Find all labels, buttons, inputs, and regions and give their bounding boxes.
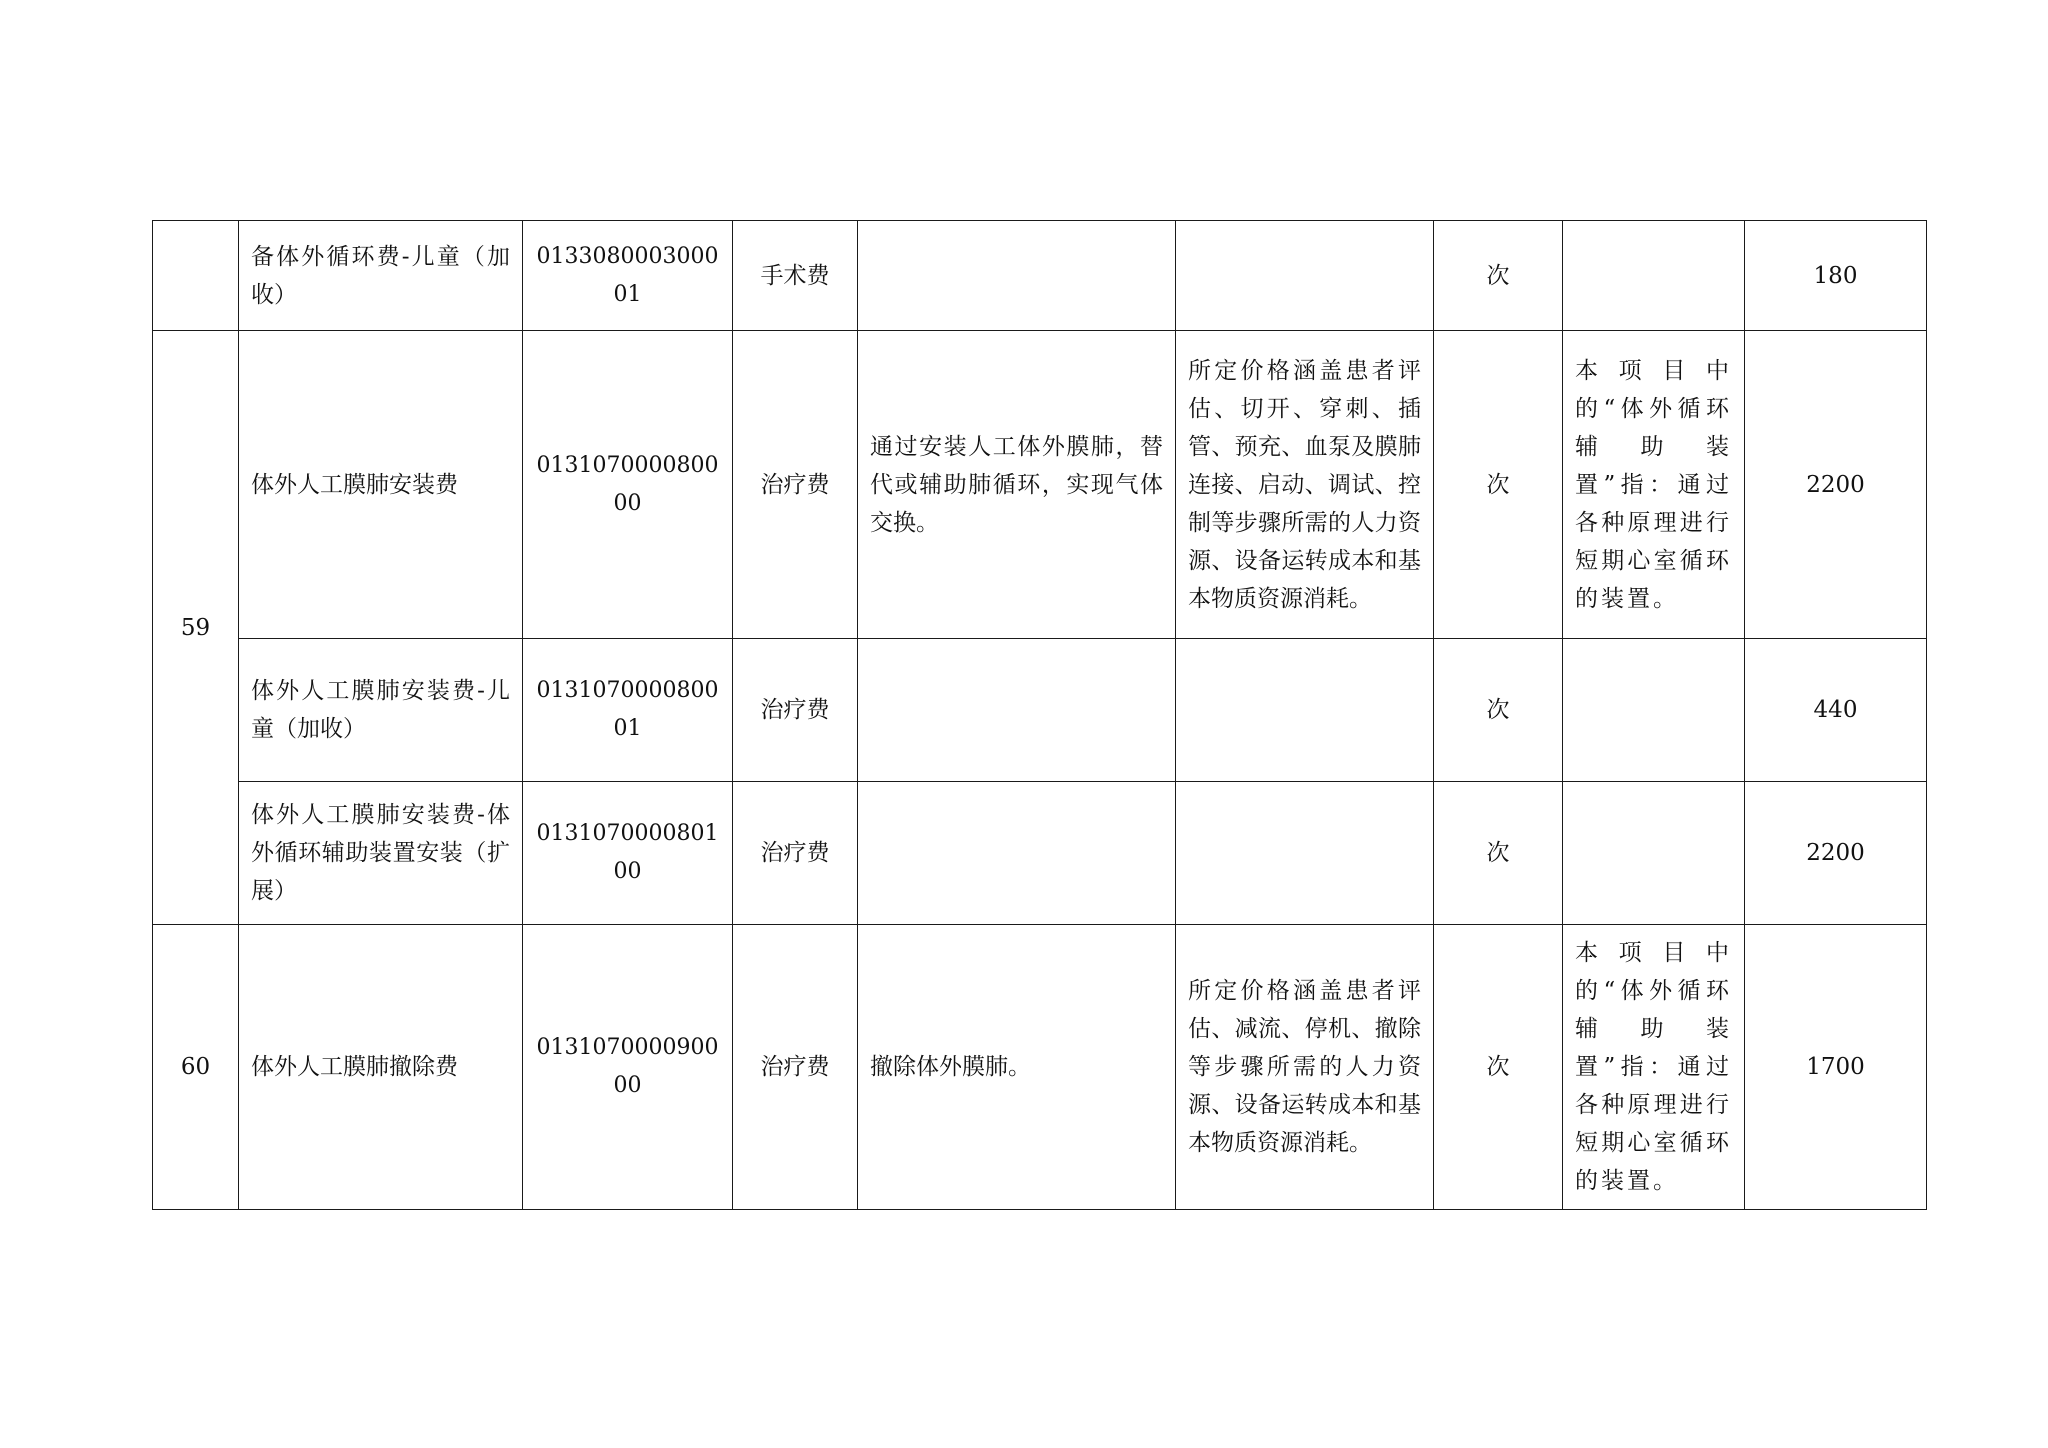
item-name-cell: 体外人工膜肺安装费 [239, 331, 523, 639]
exclusions-cell: 所定价格涵盖患者评估、切开、穿刺、插管、预充、血泵及膜肺连接、启动、调试、控制等步骤所需的人力资源、设备运转成本和基本物质资源消耗。 [1176, 331, 1434, 639]
price-cell: 2200 [1745, 782, 1927, 925]
category-cell: 手术费 [733, 221, 858, 331]
unit-cell: 次 [1434, 639, 1563, 782]
unit-cell: 次 [1434, 221, 1563, 331]
item-name-cell: 体外人工膜肺安装费-体外循环辅助装置安装（扩展） [239, 782, 523, 925]
seq-cell: 60 [153, 925, 239, 1210]
exclusions-cell [1176, 221, 1434, 331]
note-cell: 本项目中的“体外循环辅助装置”指：通过各种原理进行短期心室循环的装置。 [1563, 331, 1745, 639]
table-row [153, 221, 1927, 331]
note-cell [1563, 782, 1745, 925]
category-cell: 治疗费 [733, 639, 858, 782]
exclusions-cell [1176, 782, 1434, 925]
note-cell [1563, 639, 1745, 782]
content-cell [858, 221, 1176, 331]
price-cell: 1700 [1745, 925, 1927, 1210]
item-code-cell: 013107000080000 [523, 331, 733, 639]
item-code-cell: 013308000300001 [523, 221, 733, 331]
content-cell: 通过安装人工体外膜肺，替代或辅助肺循环，实现气体交换。 [858, 331, 1176, 639]
price-cell: 440 [1745, 639, 1927, 782]
price-table [152, 220, 1927, 1210]
unit-cell: 次 [1434, 331, 1563, 639]
table-row [153, 331, 1927, 639]
content-cell: 撤除体外膜肺。 [858, 925, 1176, 1210]
price-cell: 2200 [1745, 331, 1927, 639]
unit-cell: 次 [1434, 782, 1563, 925]
table-row [153, 782, 1927, 925]
category-cell: 治疗费 [733, 331, 858, 639]
note-cell [1563, 221, 1745, 331]
exclusions-cell [1176, 639, 1434, 782]
item-code-cell: 013107000080001 [523, 639, 733, 782]
seq-cell: 59 [153, 331, 239, 925]
content-cell [858, 782, 1176, 925]
category-cell: 治疗费 [733, 925, 858, 1210]
category-cell: 治疗费 [733, 782, 858, 925]
table-row [153, 925, 1927, 1210]
unit-cell: 次 [1434, 925, 1563, 1210]
price-cell: 180 [1745, 221, 1927, 331]
table-row [153, 639, 1927, 782]
item-name-cell: 体外人工膜肺安装费-儿童（加收） [239, 639, 523, 782]
item-code-cell: 013107000080100 [523, 782, 733, 925]
item-name-cell: 备体外循环费-儿童（加收） [239, 221, 523, 331]
note-cell: 本项目中的“体外循环辅助装置”指：通过各种原理进行短期心室循环的装置。 [1563, 925, 1745, 1210]
seq-cell [153, 221, 239, 331]
item-name-cell: 体外人工膜肺撤除费 [239, 925, 523, 1210]
item-code-cell: 013107000090000 [523, 925, 733, 1210]
content-cell [858, 639, 1176, 782]
exclusions-cell: 所定价格涵盖患者评估、减流、停机、撤除等步骤所需的人力资源、设备运转成本和基本物质资源消耗。 [1176, 925, 1434, 1210]
